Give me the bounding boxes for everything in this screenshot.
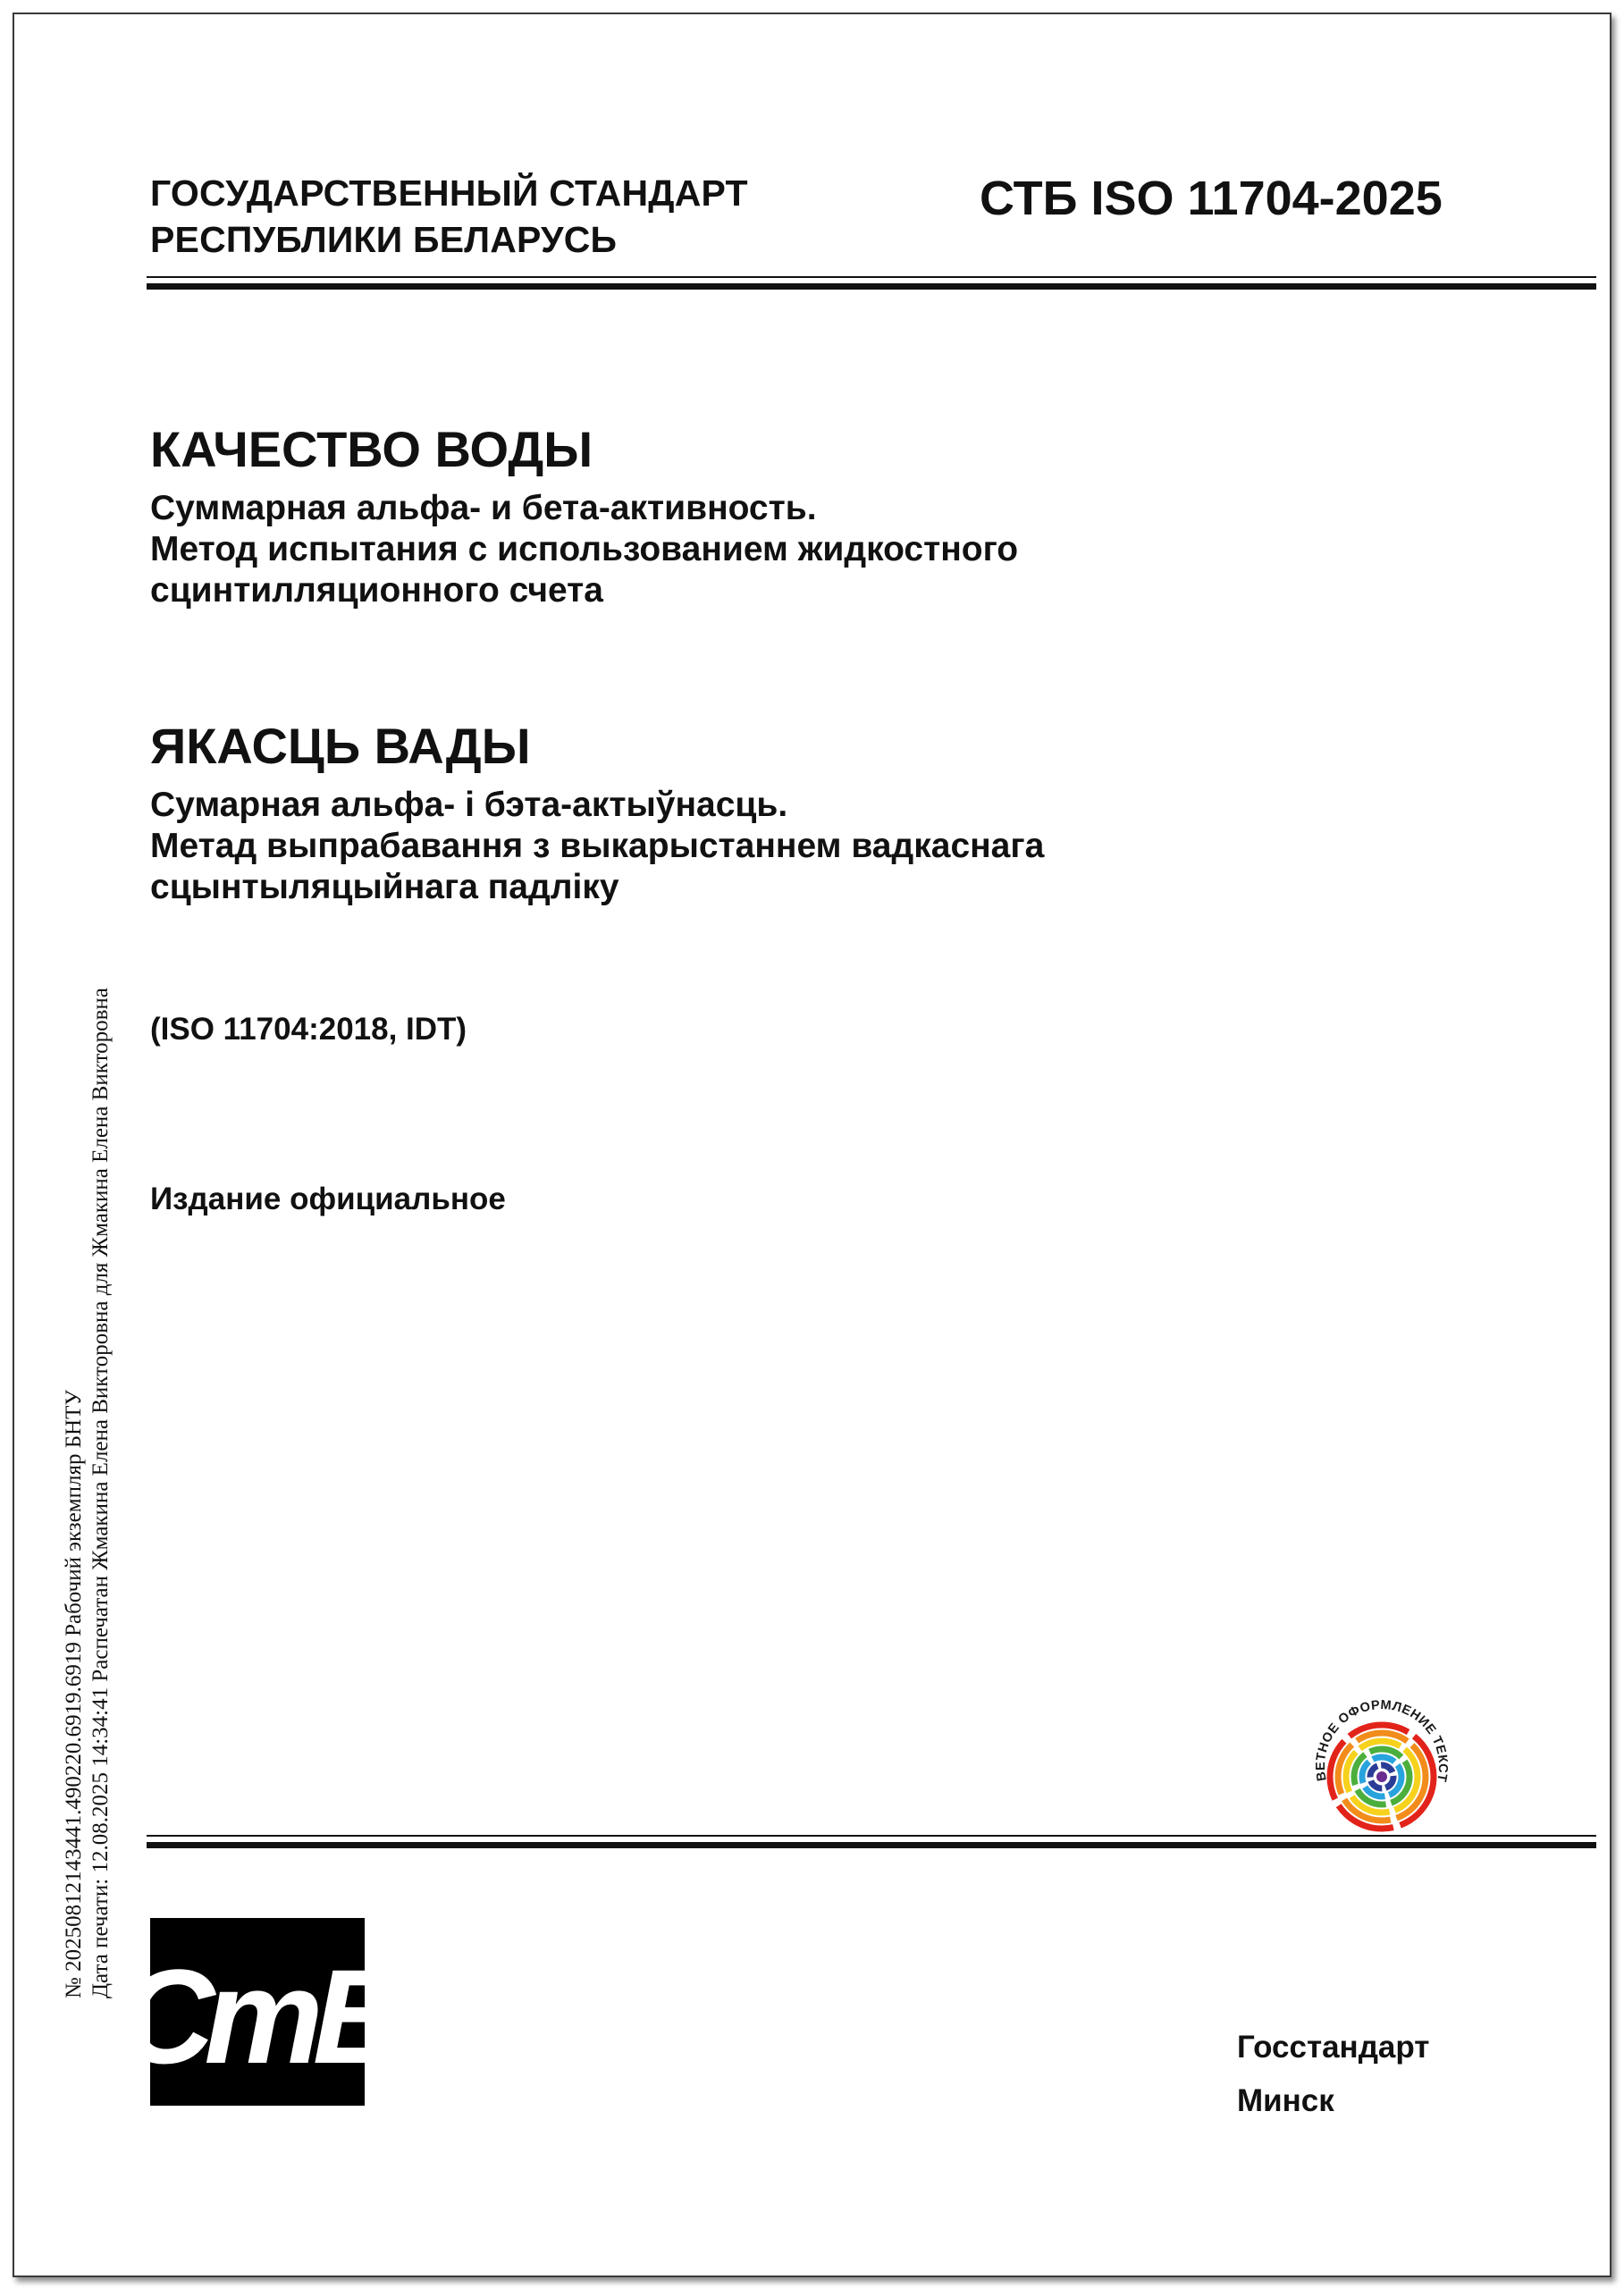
title-ru-subtitle-line: Метод испытания с использованием жидкостного (150, 530, 1019, 568)
stb-logo-text: СтБ (118, 1941, 397, 2091)
title-ru-main: КАЧЕСТВО ВОДЫ (150, 421, 593, 477)
header-authority-line-1: ГОСУДАРСТВЕННЫЙ СТАНДАРТ (150, 172, 748, 214)
stb-logo-icon (118, 1918, 397, 2106)
publisher-name: Госстандарт (1237, 2030, 1430, 2065)
side-stamp-line-1: № 20250812143441.490220.6919.6919 Рабочий экземпляр БНТУ (62, 1389, 86, 1998)
standard-designation: СТБ ISO 11704-2025 (980, 172, 1443, 225)
footer-rule-thin (147, 1835, 1596, 1837)
footer-rule-thick (147, 1842, 1596, 1848)
title-by-subtitle-line: Метад выпрабавання з выкарыстаннем вадкаснага (150, 827, 1045, 865)
title-ru-subtitle-line: Суммарная альфа- и бета-активность. (150, 489, 817, 527)
header-rule-thick (147, 283, 1596, 290)
iso-equivalence: (ISO 11704:2018, IDT) (150, 1012, 467, 1047)
document-page (13, 13, 1611, 2277)
badge-caption: ВЕТНОЕ ОФОРМЛЕНИЕ ТЕКСТ (1313, 1697, 1451, 1783)
title-by-main: ЯКАСЦЬ ВАДЫ (150, 718, 531, 774)
header-rule-thin (147, 276, 1596, 278)
color-text-badge-icon (1301, 1684, 1462, 1845)
side-stamp-line-2: Дата печати: 12.08.2025 14:34:41 Распечатан Жмакина Елена Викторовна для Жмакина Елена Викторовна (88, 988, 113, 1998)
edition-note: Издание официальное (150, 1182, 506, 1216)
header-authority (150, 170, 748, 263)
header-authority-line-2: РЕСПУБЛИКИ БЕЛАРУСЬ (150, 219, 618, 260)
publisher-block (1237, 2021, 1429, 2128)
title-ru-subtitle (150, 488, 1018, 611)
title-by-subtitle (150, 785, 1044, 908)
title-by-subtitle-line: сцынтыляцыйнага падліку (150, 868, 619, 906)
title-by-subtitle-line: Сумарная альфа- і бэта-актыўнасць. (150, 786, 788, 824)
publisher-city: Минск (1237, 2083, 1334, 2118)
title-ru-subtitle-line: сцинтилляционного счета (150, 571, 603, 610)
